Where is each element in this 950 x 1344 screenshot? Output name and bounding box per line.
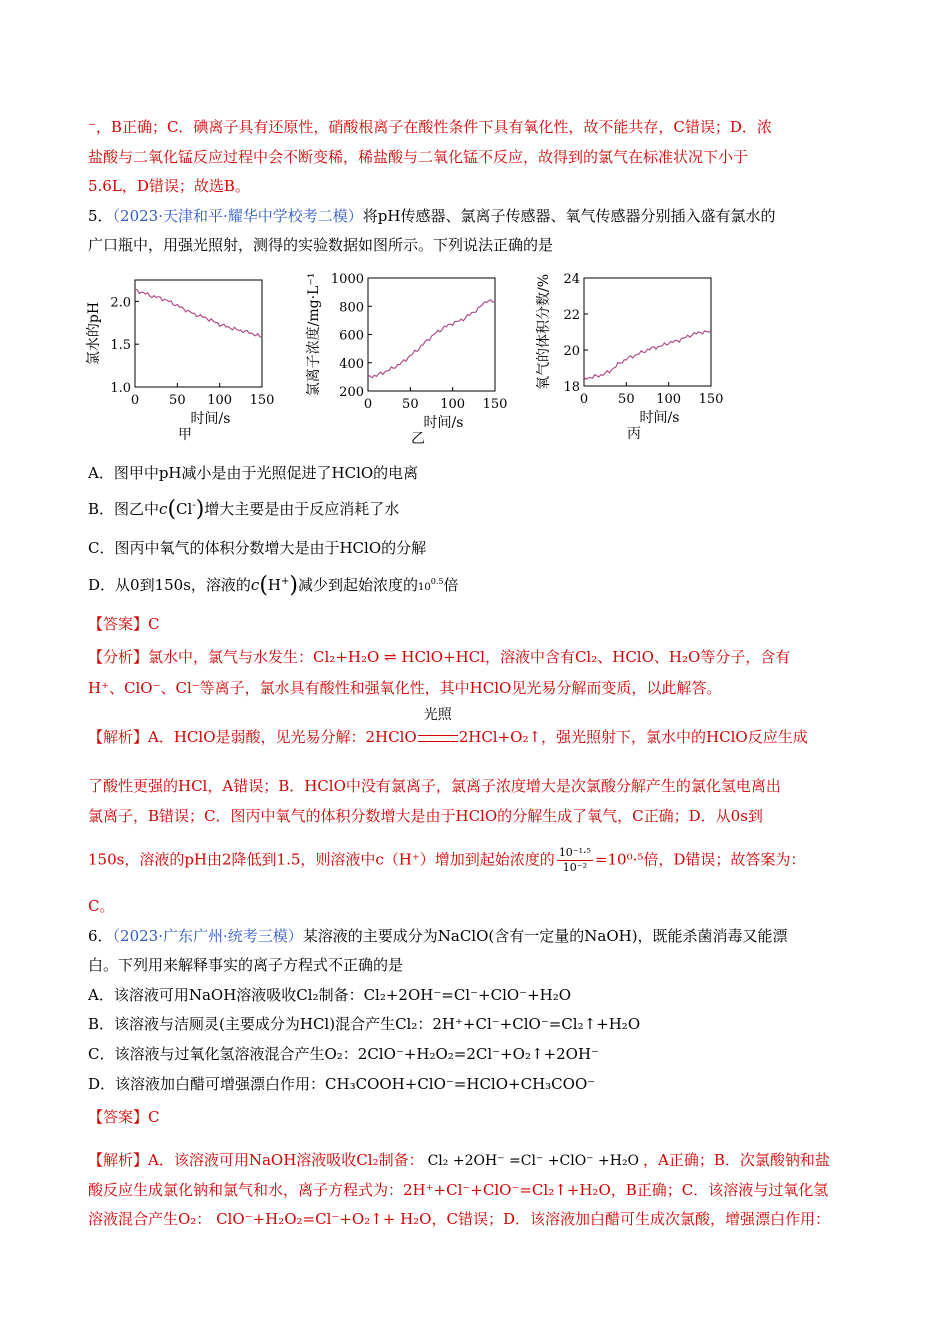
q5-solution-line-4 <box>88 846 805 875</box>
q6-source: （2023·广东广州·统考三模） <box>112 927 303 945</box>
x-tick-label: 150 <box>482 397 508 412</box>
q5-analysis-tag: 【分析】 <box>88 648 149 666</box>
y-tick-label: 22 <box>563 308 580 323</box>
q6-solution-tag: 【解析】 <box>88 1151 149 1169</box>
chart-bing <box>530 266 750 446</box>
figure-label: 丙 <box>627 426 641 442</box>
x-tick-label: 50 <box>169 393 186 408</box>
q5-option-b-pre: B．图乙中 <box>88 500 160 518</box>
chart-jia <box>80 268 280 448</box>
q5-solution-condition: 光照 <box>423 707 452 723</box>
y-tick-label: 600 <box>339 328 364 344</box>
q6-option-c: C．该溶液与过氧化氢溶液混合产生O₂：2ClO⁻+H₂O₂=2Cl⁻+O₂↑+2OH⁻ <box>88 1045 599 1063</box>
y-tick-label: 18 <box>563 380 580 395</box>
q5-solution-1-pre: A．HClO是弱酸，见光易分解：2HClO <box>148 728 417 746</box>
q5-solution-line-1 <box>88 707 808 748</box>
y-tick-label: 800 <box>339 300 364 316</box>
y-tick-label: 20 <box>563 344 580 359</box>
q5-option-b: B．图乙中c(Cl-)增大主要是由于反应消耗了水 <box>88 497 400 522</box>
q6-solution-line-2: 酸反应生成氯化钠和氯气和水，离子方程式为：2H⁺+Cl⁻+ClO⁻=Cl₂↑+H₂O，B正确；C．该溶液与过氧化氢 <box>88 1181 829 1199</box>
q5-option-d-mid: 减少到起始浓度的 <box>297 576 418 594</box>
prev-line-1: ⁻，B正确；C．碘离子具有还原性，硝酸根离子在酸性条件下具有氧化性，故不能共存，C错误；D．浓 <box>88 118 772 136</box>
q5-analysis-1: 氯水中，氯气与水发生：Cl₂+H₂O ⇌ HClO+HCl，溶液中含有Cl₂、HClO、H₂O等分子，含有 <box>148 648 791 666</box>
x-tick-label: 100 <box>207 393 233 408</box>
prev-line-2: 盐酸与二氧化锰反应过程中会不断变稀，稀盐酸与二氧化锰不反应，故得到的氯气在标准状况下小于 <box>88 148 749 166</box>
q5-option-d: D．从0到150s，溶液的c(H+)减少到起始浓度的$10^{0.5}$倍 <box>88 573 459 598</box>
q6-solution-1-pre: A．该溶液可用NaOH溶液吸收Cl₂制备： <box>148 1151 424 1169</box>
q5-option-d-pre: D．从0到150s，溶液的 <box>88 576 251 594</box>
q6-option-d: D．该溶液加白醋可增强漂白作用：CH₃COOH+ClO⁻=HClO+CH₃COO⁻ <box>88 1075 596 1093</box>
data-series-line <box>584 331 711 379</box>
q5-fraction-num: 10⁻¹·⁵ <box>558 846 591 859</box>
y-tick-label: 400 <box>339 356 364 372</box>
q5-option-b-post: 增大主要是由于反应消耗了水 <box>204 500 400 518</box>
q6-option-a: A．该溶液可用NaOH溶液吸收Cl₂制备：Cl₂+2OH⁻=Cl⁻+ClO⁻+H₂O <box>88 986 572 1004</box>
q5-fraction <box>557 846 593 875</box>
figure-label: 甲 <box>178 427 192 443</box>
x-axis-label: 时间/s <box>190 411 231 427</box>
q5-source: （2023·天津和平·耀华中学校考二模） <box>112 207 363 225</box>
q5-solution-line-2: 了酸性更强的HCl，A错误；B．HClO中没有氯离子，氯离子浓度增大是次氯酸分解产生的氯化氢电离出 <box>88 777 781 795</box>
x-axis-label: 时间/s <box>639 410 680 426</box>
q5-solution-4-pre: 150s，溶液的pH由2降低到1.5，则溶液中c（H⁺）增加到起始浓度的 <box>88 850 555 869</box>
y-axis-label: 氧气的体积分数/% <box>536 273 552 391</box>
q5-stem-1: 将pH传感器、氯离子传感器、氧气传感器分别插入盛有氯水的 <box>362 207 776 225</box>
data-series-line <box>368 300 495 378</box>
x-tick-label: 100 <box>656 392 682 407</box>
q5-option-d-charge: + <box>281 576 290 587</box>
q5-option-d-ion: H <box>267 576 281 594</box>
q5-option-b-c: c <box>159 500 168 518</box>
x-tick-label: 0 <box>363 397 373 412</box>
q6-answer: 【答案】C <box>88 1108 160 1126</box>
x-tick-label: 150 <box>249 393 275 408</box>
figure-label: 乙 <box>411 431 425 447</box>
x-tick-label: 0 <box>130 393 140 408</box>
q5-option-d-exp: 0.5 <box>430 577 444 586</box>
q6-number: 6． <box>88 927 113 945</box>
q6-stem-line-1 <box>88 925 788 947</box>
q5-option-c: C．图丙中氧气的体积分数增大是由于HClO的分解 <box>88 539 427 557</box>
q6-solution-equation: Cl₂ +2OH⁻ =Cl⁻ +ClO⁻ +H₂O <box>427 1153 640 1169</box>
q5-answer: 【答案】C <box>88 615 160 633</box>
q6-stem-1: 某溶液的主要成分为NaClO(含有一定量的NaOH)，既能杀菌消毒又能漂 <box>302 927 788 945</box>
chart-yi <box>300 262 520 447</box>
q5-analysis-line-2: H⁺、ClO⁻、Cl⁻等离子，氯水具有酸性和强氧化性，其中HClO见光易分解而变质，以此解答。 <box>88 679 722 697</box>
x-tick-label: 100 <box>440 397 466 412</box>
y-tick-label: 200 <box>339 385 364 400</box>
q5-number: 5． <box>88 207 113 225</box>
plot-frame <box>368 278 495 391</box>
x-axis-label: 时间/s <box>423 415 464 431</box>
y-tick-label: 1.5 <box>110 338 131 354</box>
q6-solution-line-3: 溶液混合产生O₂： ClO⁻+H₂O₂=Cl⁻+O₂↑+ H₂O，C错误；D．该溶液加白醋可生成次氯酸，增强漂白作用： <box>88 1210 830 1228</box>
x-tick-label: 0 <box>579 392 589 407</box>
q5-option-d-post: 倍 <box>443 576 459 594</box>
y-tick-label: 2.0 <box>110 295 131 311</box>
prev-line-3: 5.6L，D错误；故选B。 <box>88 177 250 195</box>
data-series-line <box>135 290 262 338</box>
q5-analysis-line-1 <box>88 646 790 668</box>
q6-option-b: B．该溶液与洁厕灵(主要成分为HCl)混合产生Cl₂：2H⁺+Cl⁻+ClO⁻=Cl₂↑+H₂O <box>88 1015 641 1033</box>
y-tick-label: 24 <box>563 272 580 287</box>
plot-frame <box>584 278 711 386</box>
x-tick-label: 50 <box>618 392 635 407</box>
q6-solution-1-post: ，A正确；B．次氯酸钠和盐 <box>643 1151 830 1169</box>
q5-stem-line-1 <box>88 205 775 227</box>
q5-solution-line-3: 氯离子，B错误；C．图丙中氧气的体积分数增大是由于HClO的分解生成了氧气，C正确；D．从0s到 <box>88 807 763 825</box>
q5-stem-line-2: 广口瓶中，用强光照射，测得的实验数据如图所示。下列说法正确的是 <box>88 236 554 254</box>
q6-solution-line-1 <box>88 1149 830 1172</box>
q5-option-a: A．图甲中pH减小是由于光照促进了HClO的电离 <box>88 464 419 482</box>
q6-stem-line-2: 白。下列用来解释事实的离子方程式不正确的是 <box>88 956 404 974</box>
y-tick-label: 1.0 <box>110 381 131 396</box>
q5-option-d-base: 10 <box>418 582 431 593</box>
y-tick-label: 1000 <box>330 272 364 287</box>
q5-fraction-den: 10⁻² <box>562 861 587 874</box>
q5-solution-tag: 【解析】 <box>88 728 149 746</box>
y-axis-label: 氯水的pH <box>86 301 102 366</box>
y-axis-label: 氯离子浓度/mg·L⁻¹ <box>306 272 322 397</box>
q5-option-b-ion: Cl <box>176 500 193 518</box>
q5-option-b-charge: - <box>192 500 196 511</box>
q5-solution-4-post: =10⁰·⁵倍，D错误；故答案为： <box>594 850 806 869</box>
x-tick-label: 150 <box>698 392 724 407</box>
q5-solution-1-post: 2HCl+O₂↑，强光照射下，氯水中的HClO反应生成 <box>458 728 808 746</box>
q5-solution-line-5: C。 <box>88 897 115 915</box>
x-tick-label: 50 <box>402 397 419 412</box>
